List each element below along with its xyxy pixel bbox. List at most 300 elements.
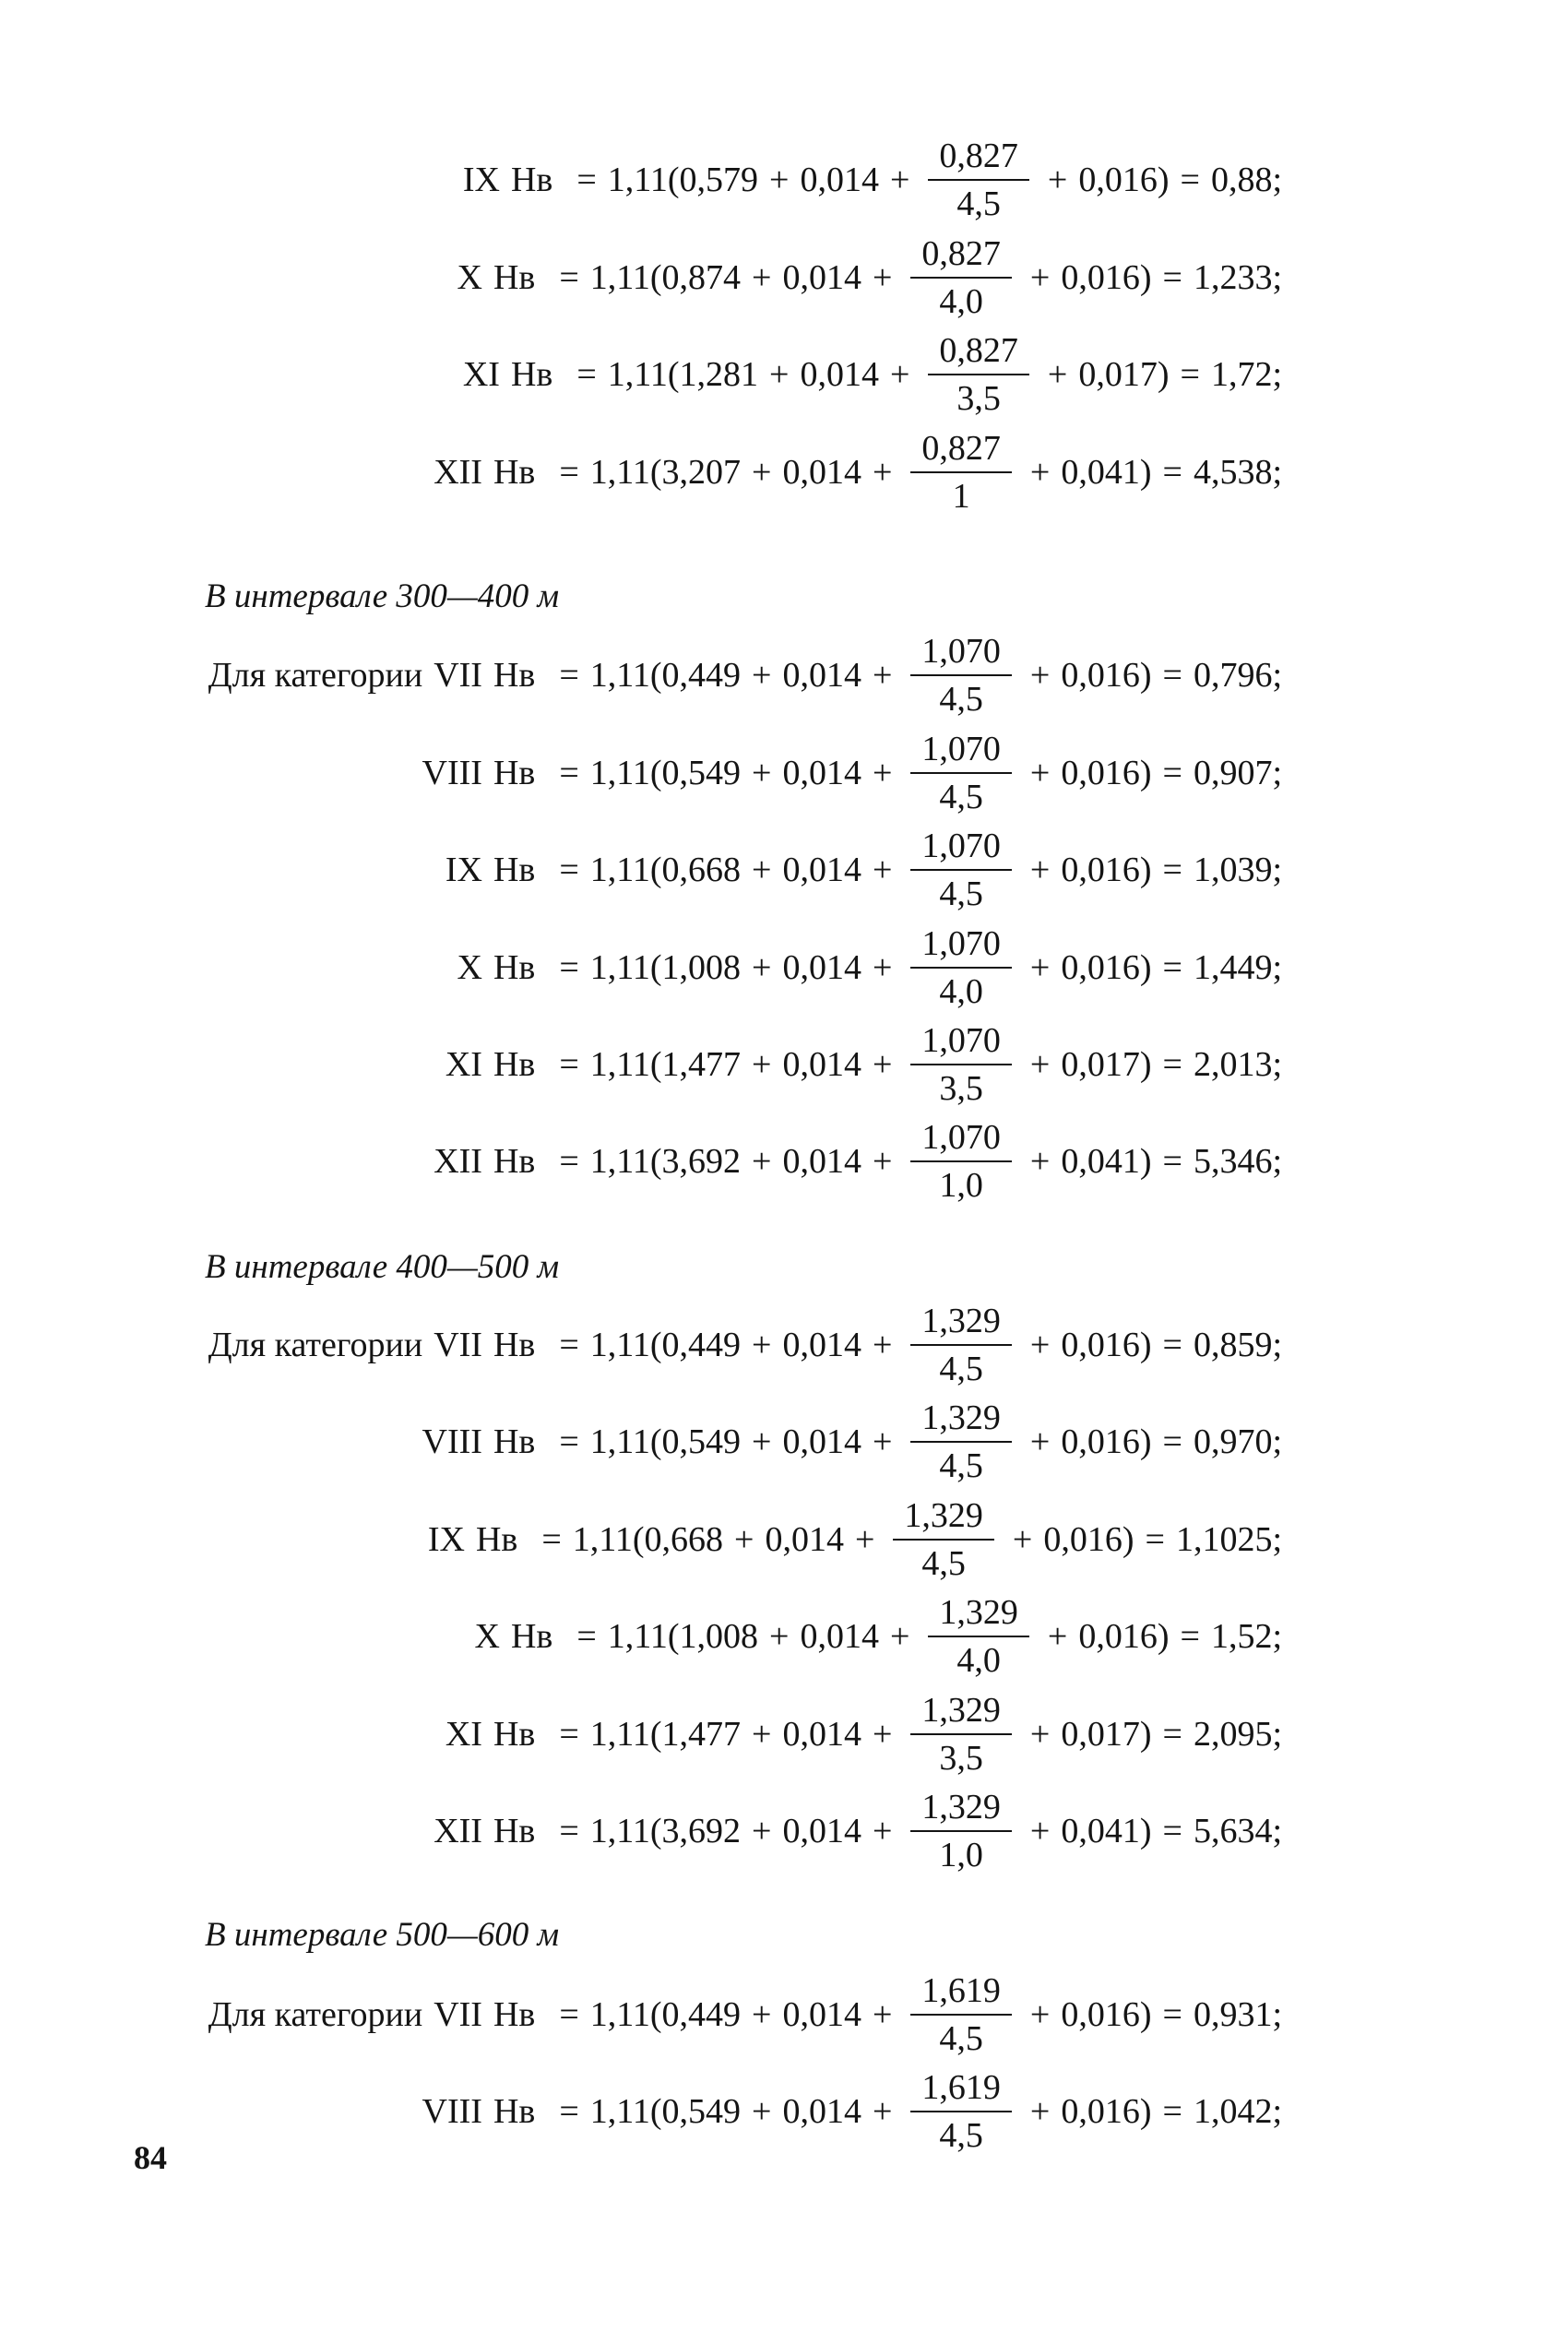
equation-row (0, 625, 1282, 726)
symbol: + (752, 1715, 772, 1754)
coefficient: 1,11 (589, 258, 650, 297)
category-label: X (474, 1617, 500, 1656)
symbol: ) (1139, 453, 1152, 492)
fraction-numerator: 1,070 (910, 732, 1012, 774)
coefficient: 1,11 (589, 948, 650, 987)
term-b: 0,014 (782, 2092, 861, 2131)
term-b: 0,014 (800, 355, 879, 394)
coefficient: 1,11 (589, 453, 650, 492)
term-a: 0,549 (661, 2092, 742, 2131)
result-value: 1,233; (1193, 258, 1282, 297)
term-b: 0,014 (782, 1326, 861, 1364)
fraction-numerator: 1,070 (910, 634, 1012, 676)
hb-symbol: Нв (493, 258, 536, 297)
symbol: ) (1139, 1715, 1152, 1754)
symbol: = (559, 2092, 579, 2131)
category-label: XII (434, 1142, 482, 1181)
symbol: + (752, 1326, 772, 1364)
coefficient: 1,11 (589, 656, 650, 695)
category-label: X (457, 258, 482, 297)
interval-heading: В интервале 500—600 м (205, 1916, 560, 1954)
term-a: 1,477 (661, 1715, 742, 1754)
interval-heading: В интервале 400—500 м (205, 1248, 560, 1286)
result-value: 5,346; (1193, 1142, 1282, 1181)
category-label: XII (434, 453, 482, 492)
result-value: 2,013; (1193, 1045, 1282, 1084)
fraction-denominator: 4,0 (939, 972, 983, 1011)
symbol: + (872, 1326, 893, 1364)
symbol: ) (1139, 754, 1152, 792)
symbol: ) (1139, 1326, 1152, 1364)
hb-symbol: Нв (493, 1142, 536, 1181)
symbol: ( (649, 851, 662, 889)
symbol: + (1029, 2092, 1051, 2131)
result-value: 0,907; (1193, 754, 1282, 792)
term-c: 0,016 (1061, 258, 1140, 297)
fraction-denominator: 4,5 (939, 874, 983, 913)
equation-row (0, 1111, 1282, 1212)
symbol: + (1047, 1617, 1068, 1656)
fraction-denominator: 3,5 (956, 379, 1001, 418)
term-a: 0,549 (661, 754, 742, 792)
category-label: IX (445, 851, 482, 889)
fraction-numerator: 1,619 (910, 2070, 1012, 2112)
symbol: = (576, 1617, 597, 1656)
category-prefix: Для категории (208, 1995, 423, 2034)
symbol: + (889, 161, 910, 199)
symbol: ) (1139, 948, 1152, 987)
term-c: 0,041 (1061, 1142, 1140, 1181)
symbol: ( (649, 948, 662, 987)
term-b: 0,014 (800, 161, 879, 199)
result-value: 0,970; (1193, 1422, 1282, 1461)
fraction (910, 2070, 1012, 2153)
term-b: 0,014 (765, 1520, 844, 1559)
hb-symbol: Нв (493, 754, 536, 792)
fraction-denominator: 1,0 (939, 1836, 983, 1874)
symbol: + (769, 355, 790, 394)
equation-row (0, 129, 1282, 231)
fraction-denominator: 4,5 (956, 184, 1001, 223)
category-label: VII (434, 1326, 482, 1364)
symbol: + (872, 2092, 893, 2131)
symbol: ( (667, 161, 680, 199)
symbol: ) (1139, 1995, 1152, 2034)
symbol: ( (649, 258, 662, 297)
symbol: = (559, 1422, 579, 1461)
symbol: ( (667, 1617, 680, 1656)
term-a: 1,477 (661, 1045, 742, 1084)
symbol: + (872, 1045, 893, 1084)
coefficient: 1,11 (589, 754, 650, 792)
fraction-numerator: 0,827 (910, 236, 1012, 279)
symbol: = (1162, 656, 1182, 695)
result-value: 0,88; (1210, 161, 1282, 199)
symbol: + (872, 453, 893, 492)
fraction-numerator: 1,070 (910, 1023, 1012, 1065)
symbol: = (1162, 1045, 1182, 1084)
symbol: + (1029, 1045, 1051, 1084)
hb-symbol: Нв (493, 851, 536, 889)
fraction (910, 431, 1012, 514)
term-b: 0,014 (782, 1045, 861, 1084)
hb-symbol: Нв (510, 161, 553, 199)
page-number: 84 (134, 2139, 167, 2176)
term-a: 1,008 (679, 1617, 759, 1656)
category-prefix: Для категории (208, 1326, 423, 1364)
symbol: = (1162, 1995, 1182, 2034)
term-c: 0,016 (1061, 1995, 1140, 2034)
symbol: = (1162, 1142, 1182, 1181)
symbol: + (1012, 1520, 1033, 1559)
symbol: ) (1139, 1422, 1152, 1461)
symbol: = (1162, 453, 1182, 492)
fraction (910, 828, 1012, 911)
term-a: 1,008 (661, 948, 742, 987)
equation-row (0, 1294, 1282, 1396)
hb-symbol: Нв (493, 1812, 536, 1850)
symbol: = (1180, 355, 1200, 394)
fraction (910, 732, 1012, 815)
result-value: 1,72; (1210, 355, 1282, 394)
category-label: X (457, 948, 482, 987)
coefficient: 1,11 (607, 161, 668, 199)
symbol: + (1029, 1326, 1051, 1364)
equation-row (0, 227, 1282, 328)
symbol: + (889, 355, 910, 394)
term-c: 0,016 (1061, 948, 1140, 987)
term-a: 1,281 (679, 355, 759, 394)
symbol: = (541, 1520, 562, 1559)
category-label: XI (462, 355, 500, 394)
result-value: 5,634; (1193, 1812, 1282, 1850)
symbol: + (1029, 948, 1051, 987)
coefficient: 1,11 (589, 1045, 650, 1084)
symbol: = (559, 1715, 579, 1754)
term-b: 0,014 (782, 453, 861, 492)
symbol: + (752, 2092, 772, 2131)
symbol: = (1162, 1326, 1182, 1364)
term-a: 0,449 (661, 1995, 742, 2034)
fraction (910, 1400, 1012, 1483)
fraction (910, 634, 1012, 717)
term-b: 0,014 (782, 948, 861, 987)
symbol: ( (649, 2092, 662, 2131)
term-b: 0,014 (782, 1812, 861, 1850)
term-c: 0,016 (1061, 851, 1140, 889)
category-label: XI (445, 1715, 482, 1754)
symbol: = (1162, 851, 1182, 889)
symbol: + (872, 948, 893, 987)
symbol: + (872, 656, 893, 695)
term-a: 3,207 (661, 453, 742, 492)
symbol: ( (649, 1422, 662, 1461)
hb-symbol: Нв (493, 1995, 536, 2034)
category-label: VIII (422, 2092, 482, 2131)
fraction (928, 138, 1029, 221)
hb-symbol: Нв (510, 1617, 553, 1656)
term-b: 0,014 (782, 754, 861, 792)
fraction-numerator: 0,827 (928, 333, 1029, 375)
category-label: XI (445, 1045, 482, 1084)
fraction-numerator: 1,329 (893, 1498, 994, 1541)
term-a: 0,449 (661, 1326, 742, 1364)
symbol: ( (667, 355, 680, 394)
symbol: ) (1139, 851, 1152, 889)
interval-heading: В интервале 300—400 м (205, 577, 560, 615)
fraction-denominator: 4,0 (939, 282, 983, 321)
fraction-denominator: 4,5 (921, 1544, 966, 1583)
symbol: + (872, 1715, 893, 1754)
fraction-numerator: 1,070 (910, 1120, 1012, 1162)
symbol: ) (1139, 258, 1152, 297)
term-b: 0,014 (782, 1715, 861, 1754)
term-c: 0,017 (1061, 1715, 1140, 1754)
fraction-denominator: 1 (952, 477, 970, 516)
term-a: 0,668 (644, 1520, 724, 1559)
fraction-numerator: 0,827 (928, 138, 1029, 181)
symbol: + (752, 1422, 772, 1461)
fraction (910, 1120, 1012, 1203)
equation-row (0, 422, 1282, 523)
term-c: 0,041 (1061, 453, 1140, 492)
result-value: 0,931; (1193, 1995, 1282, 2034)
symbol: = (576, 161, 597, 199)
symbol: + (752, 948, 772, 987)
coefficient: 1,11 (572, 1520, 633, 1559)
symbol: = (576, 355, 597, 394)
fraction (910, 1973, 1012, 2056)
category-label: VIII (422, 754, 482, 792)
symbol: ) (1157, 1617, 1170, 1656)
equation-row (0, 2061, 1282, 2162)
symbol: + (872, 258, 893, 297)
symbol: = (1162, 754, 1182, 792)
symbol: + (1047, 355, 1068, 394)
symbol: + (769, 161, 790, 199)
equation-row (0, 1964, 1282, 2065)
result-value: 4,538; (1193, 453, 1282, 492)
result-value: 1,1025; (1175, 1520, 1282, 1559)
symbol: ) (1139, 1045, 1152, 1084)
coefficient: 1,11 (589, 1812, 650, 1850)
term-a: 0,449 (661, 656, 742, 695)
fraction (928, 1595, 1029, 1678)
result-value: 1,042; (1193, 2092, 1282, 2131)
symbol: ( (649, 656, 662, 695)
symbol: ( (649, 1995, 662, 2034)
fraction-denominator: 1,0 (939, 1166, 983, 1205)
symbol: = (1162, 258, 1182, 297)
symbol: ( (649, 1045, 662, 1084)
category-label: IX (427, 1520, 465, 1559)
symbol: = (1180, 1617, 1200, 1656)
result-value: 0,796; (1193, 656, 1282, 695)
symbol: ( (649, 754, 662, 792)
coefficient: 1,11 (589, 1995, 650, 2034)
term-c: 0,041 (1061, 1812, 1140, 1850)
symbol: + (1029, 754, 1051, 792)
symbol: + (752, 1995, 772, 2034)
symbol: ( (649, 1142, 662, 1181)
fraction-denominator: 4,5 (939, 1350, 983, 1388)
symbol: ( (649, 1326, 662, 1364)
symbol: + (752, 754, 772, 792)
symbol: = (559, 1995, 579, 2034)
symbol: + (1029, 1812, 1051, 1850)
term-a: 3,692 (661, 1812, 742, 1850)
fraction-denominator: 3,5 (939, 1069, 983, 1108)
term-a: 0,668 (661, 851, 742, 889)
coefficient: 1,11 (589, 1326, 650, 1364)
symbol: = (559, 851, 579, 889)
result-value: 1,449; (1193, 948, 1282, 987)
fraction-numerator: 1,329 (910, 1693, 1012, 1735)
term-b: 0,014 (782, 656, 861, 695)
hb-symbol: Нв (493, 1326, 536, 1364)
hb-symbol: Нв (493, 1422, 536, 1461)
equation-row (0, 1014, 1282, 1115)
term-c: 0,016 (1061, 1422, 1140, 1461)
fraction-denominator: 4,5 (939, 2019, 983, 2058)
category-label: VIII (422, 1422, 482, 1461)
symbol: = (1162, 1812, 1182, 1850)
symbol: + (752, 258, 772, 297)
symbol: + (752, 1045, 772, 1084)
fraction-denominator: 4,5 (939, 1446, 983, 1485)
symbol: + (854, 1520, 875, 1559)
symbol: ( (649, 453, 662, 492)
symbol: = (1162, 948, 1182, 987)
coefficient: 1,11 (589, 2092, 650, 2131)
symbol: = (1145, 1520, 1165, 1559)
coefficient: 1,11 (589, 1422, 650, 1461)
result-value: 0,859; (1193, 1326, 1282, 1364)
fraction (910, 1693, 1012, 1776)
fraction-denominator: 4,5 (939, 2116, 983, 2155)
fraction (910, 1023, 1012, 1106)
term-b: 0,014 (782, 1995, 861, 2034)
term-b: 0,014 (782, 851, 861, 889)
symbol: = (559, 258, 579, 297)
symbol: ( (649, 1812, 662, 1850)
symbol: + (752, 656, 772, 695)
fraction-numerator: 1,619 (910, 1973, 1012, 2016)
symbol: + (1029, 1715, 1051, 1754)
coefficient: 1,11 (589, 1142, 650, 1181)
symbol: ) (1122, 1520, 1134, 1559)
fraction (910, 1303, 1012, 1386)
term-c: 0,016 (1061, 754, 1140, 792)
symbol: + (872, 1995, 893, 2034)
fraction-numerator: 1,329 (910, 1303, 1012, 1346)
fraction (910, 1790, 1012, 1873)
symbol: + (872, 851, 893, 889)
fraction-numerator: 1,329 (910, 1400, 1012, 1443)
result-value: 1,039; (1193, 851, 1282, 889)
symbol: + (889, 1617, 910, 1656)
equation-row (0, 917, 1282, 1018)
symbol: = (559, 453, 579, 492)
hb-symbol: Нв (510, 355, 553, 394)
symbol: + (752, 1142, 772, 1181)
symbol: + (1029, 1422, 1051, 1461)
symbol: + (1029, 656, 1051, 695)
symbol: ) (1139, 656, 1152, 695)
symbol: = (559, 656, 579, 695)
symbol: ) (1139, 1812, 1152, 1850)
fraction-denominator: 3,5 (939, 1739, 983, 1778)
term-c: 0,016 (1043, 1520, 1123, 1559)
term-c: 0,017 (1078, 355, 1158, 394)
symbol: = (559, 1045, 579, 1084)
equation-row (0, 1391, 1282, 1493)
fraction-numerator: 1,329 (928, 1595, 1029, 1637)
coefficient: 1,11 (589, 1715, 650, 1754)
symbol: + (872, 1422, 893, 1461)
equation-row (0, 1780, 1282, 1882)
category-label: IX (462, 161, 500, 199)
term-c: 0,016 (1061, 656, 1140, 695)
symbol: + (1029, 1995, 1051, 2034)
symbol: + (872, 754, 893, 792)
fraction-numerator: 1,070 (910, 828, 1012, 871)
symbol: + (872, 1142, 893, 1181)
symbol: + (734, 1520, 754, 1559)
symbol: + (752, 1812, 772, 1850)
hb-symbol: Нв (493, 1715, 536, 1754)
symbol: ) (1139, 1142, 1152, 1181)
result-value: 1,52; (1210, 1617, 1282, 1656)
fraction-numerator: 1,070 (910, 926, 1012, 969)
hb-symbol: Нв (493, 2092, 536, 2131)
equation-row (0, 722, 1282, 824)
term-b: 0,014 (782, 1422, 861, 1461)
fraction-denominator: 4,5 (939, 680, 983, 719)
equation-row (0, 324, 1282, 425)
category-prefix: Для категории (208, 656, 423, 695)
fraction (893, 1498, 994, 1581)
symbol: + (872, 1812, 893, 1850)
fraction (910, 236, 1012, 319)
coefficient: 1,11 (607, 355, 668, 394)
category-label: VII (434, 656, 482, 695)
symbol: = (1180, 161, 1200, 199)
category-label: VII (434, 1995, 482, 2034)
symbol: = (559, 1812, 579, 1850)
hb-symbol: Нв (493, 656, 536, 695)
equation-row (0, 1684, 1282, 1785)
symbol: + (1029, 851, 1051, 889)
term-c: 0,017 (1061, 1045, 1140, 1084)
symbol: = (559, 754, 579, 792)
symbol: + (1029, 453, 1051, 492)
term-b: 0,014 (800, 1617, 879, 1656)
term-a: 0,874 (661, 258, 742, 297)
equation-row (0, 819, 1282, 921)
symbol: + (1029, 1142, 1051, 1181)
result-value: 2,095; (1193, 1715, 1282, 1754)
category-label: XII (434, 1812, 482, 1850)
fraction (928, 333, 1029, 416)
term-b: 0,014 (782, 1142, 861, 1181)
symbol: = (1162, 1422, 1182, 1461)
term-c: 0,016 (1078, 1617, 1158, 1656)
symbol: ) (1157, 355, 1170, 394)
symbol: + (752, 851, 772, 889)
hb-symbol: Нв (493, 1045, 536, 1084)
equation-row (0, 1489, 1282, 1590)
